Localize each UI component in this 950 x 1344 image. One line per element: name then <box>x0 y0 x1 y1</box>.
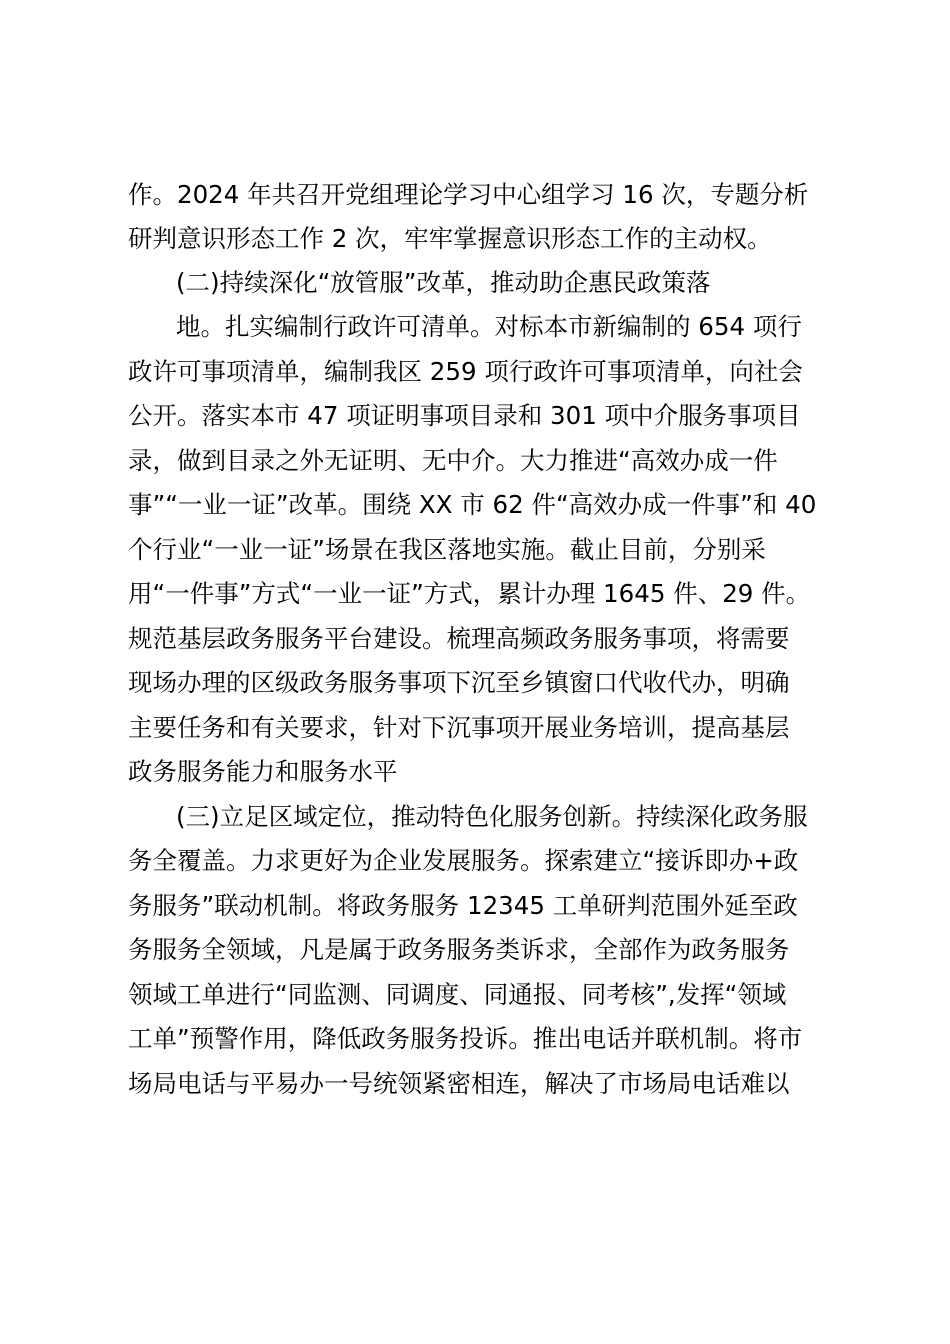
text-line: 领域工单进行“同监测、同调度、同通报、同考核”,发挥“领域 <box>128 980 787 1009</box>
text-line: 作。2024 年共召开党组理论学习中心组学习 16 次，专题分析 <box>128 180 809 209</box>
text-line: 地。扎实编制行政许可清单。对标本市新编制的 654 项行 <box>176 312 802 341</box>
text-line: 政务服务能力和服务水平 <box>128 757 398 786</box>
text-line: 工单”预警作用，降低政务服务投诉。推出电话并联机制。将市 <box>128 1024 803 1053</box>
text-line: 现场办理的区级政务服务事项下沉至乡镇窗口代收代办，明确 <box>128 668 790 697</box>
text-line: 录，做到目录之外无证明、无中介。大力推进“高效办成一件 <box>128 446 778 475</box>
text-line: 场局电话与平易办一号统领紧密相连，解决了市场局电话难以 <box>128 1069 790 1098</box>
text-line: 务服务”联动机制。将政务服务 12345 工单研判范围外延至政 <box>128 891 798 920</box>
text-line: 用“一件事”方式“一业一证”方式，累计办理 1645 件、29 件。 <box>128 579 811 608</box>
text-line: 事”“一业一证”改革。围绕 XX 市 62 件“高效办成一件事”和 40 <box>128 490 817 519</box>
text-line: 务服务全领域，凡是属于政务服务类诉求，全部作为政务服务 <box>128 935 790 964</box>
section-heading-line: (三)立足区域定位，推动特色化服务创新。持续深化政务服 <box>176 802 808 831</box>
text-line: 政许可事项清单，编制我区 259 项行政许可事项清单，向社会 <box>128 357 803 386</box>
text-line: 研判意识形态工作 2 次，牢牢掌握意识形态工作的主动权。 <box>128 224 772 253</box>
text-line: 务全覆盖。力求更好为企业发展服务。探索建立“接诉即办+政 <box>128 846 799 875</box>
text-line: 个行业“一业一证”场景在我区落地实施。截止目前，分别采 <box>128 535 766 564</box>
text-line: 主要任务和有关要求，针对下沉事项开展业务培训，提高基层 <box>128 713 790 742</box>
text-line: 规范基层政务服务平台建设。梳理高频政务服务事项，将需要 <box>128 624 790 653</box>
text-line: 公开。落实本市 47 项证明事项目录和 301 项中介服务事项目 <box>128 401 801 430</box>
section-heading-line: (二)持续深化“放管服”改革，推动助企惠民政策落 <box>176 268 711 297</box>
